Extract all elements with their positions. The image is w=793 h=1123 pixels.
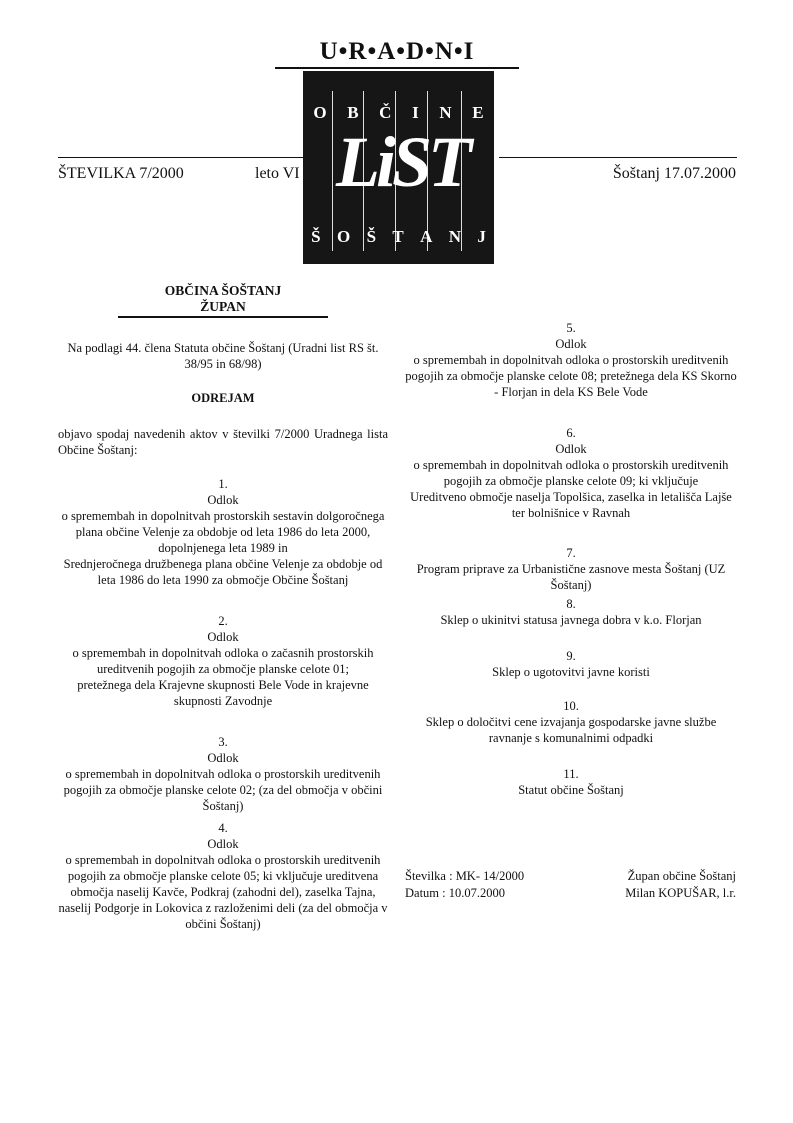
- volume-year: leto VI: [255, 165, 300, 182]
- item-11: 11. Statut občine Šoštanj: [518, 767, 624, 797]
- mayor-role: Župan občine Šoštanj: [627, 869, 736, 883]
- masthead-title: U•R•A•D•N•I: [319, 38, 475, 65]
- intro-text: Na podlagi 44. člena Statuta občine Šoštanj (Uradni list RS št. 38/95 in 68/98): [67, 341, 379, 371]
- heading-line1: OBČINA ŠOŠTANJ: [164, 283, 282, 298]
- item-5: 5. Odlok o spremembah in dopolnitvah odloka o prostorskih ureditvenih pogojih za območje planske celote 08; pretežnega dela KS Skorno - Florjan in dela KS Bele Vode: [405, 321, 737, 399]
- heading-line2: ŽUPAN: [200, 299, 246, 314]
- item-2: 2. Odlok o spremembah in dopolnitvah odloka o začasnih prostorskih ureditvenih pogojih za območje planske celote 01; pretežnega dela Krajevne skupnosti Bele Vode in krajevne skupnosti Zavodnje: [72, 614, 374, 708]
- header-rule-left: [58, 157, 303, 158]
- lead-text: objavo spodaj navedenih aktov v številki 7/2000 Uradnega lista Občine Šoštanj:: [58, 427, 388, 457]
- item-6: 6. Odlok o spremembah in dopolnitvah odloka o prostorskih ureditvenih pogojih za območje planske celote 09; ki vključuje Ureditveno območje naselja Topolšica, zaselka in letališča Lajše ter bolnišnice v Ravnah: [410, 426, 732, 520]
- issue-number: ŠTEVILKA 7/2000: [58, 165, 184, 182]
- list-logo: [303, 71, 494, 264]
- item-3: 3. Odlok o spremembah in dopolnitvah odloka o prostorskih ureditvenih pogojih za območje planske celote 02; (za del območja v občini Šoštanj): [63, 735, 383, 813]
- mayor-name: Milan KOPUŠAR, l.r.: [625, 886, 736, 900]
- masthead-rule: [275, 67, 519, 69]
- header-rule-right: [499, 157, 737, 158]
- item-1: 1. Odlok o spremembah in dopolnitvah prostorskih sestavin dolgoročnega plana občine Velenje za obdobje od leta 1986 do leta 2000, dopolnjenega leta 1989 in Srednjeročnega družbenega plana občine Velenje za obdobje od leta 1986 do leta 1990 za območje Občine Šoštanj: [61, 477, 385, 587]
- item-4: 4. Odlok o spremembah in dopolnitvah odloka o prostorskih ureditvenih pogojih za območje planske celote 05; ki vključuje ureditvena območja naselij Kavče, Podkraj (zahodni del), zaselka Tajna, naselij Podgorje in Lokovica z razloženimi deli (za del območja v občini Šoštanj): [58, 821, 388, 931]
- logo-bottom-letters: Š O Š T A N J: [311, 227, 486, 246]
- item-9: 9. Sklep o ugotovitvi javne koristi: [492, 649, 650, 679]
- decree-word: ODREJAM: [191, 391, 255, 405]
- item-10: 10. Sklep o določitvi cene izvajanja gospodarske javne službe ravnanje s komunalnimi odpadki: [425, 699, 717, 745]
- logo-list-word: LiST: [336, 122, 469, 202]
- doc-date: Datum : 10.07.2000: [405, 886, 505, 900]
- heading-rule: [118, 316, 328, 318]
- doc-number: Številka : MK- 14/2000: [405, 869, 525, 883]
- item-8: 8. Sklep o ukinitvi statusa javnega dobra v k.o. Florjan: [440, 597, 702, 627]
- item-7: 7. Program priprave za Urbanistične zasnove mesta Šoštanj (UZ Šoštanj): [416, 546, 726, 592]
- place-date: Šoštanj 17.07.2000: [612, 165, 736, 182]
- logo-top-letters: O B Č I N E: [313, 103, 484, 122]
